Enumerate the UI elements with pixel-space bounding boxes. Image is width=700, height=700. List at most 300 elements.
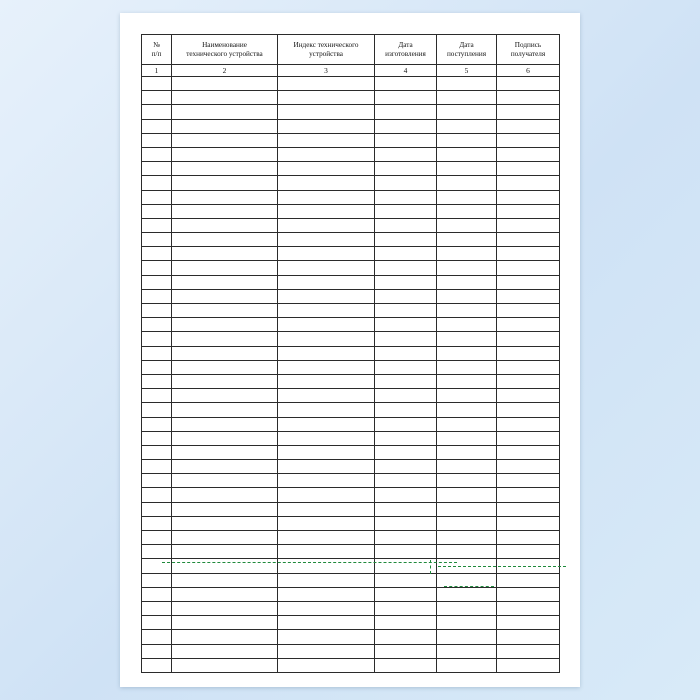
table-cell[interactable]	[278, 91, 375, 105]
table-cell[interactable]	[375, 105, 437, 119]
table-cell[interactable]	[142, 474, 172, 488]
table-row	[142, 119, 560, 133]
table-cell[interactable]	[172, 474, 278, 488]
table-cell[interactable]	[437, 147, 497, 161]
table-cell[interactable]	[278, 77, 375, 91]
table-cell[interactable]	[375, 346, 437, 360]
table-cell[interactable]	[278, 630, 375, 644]
table-cell[interactable]	[172, 431, 278, 445]
table-cell[interactable]	[142, 516, 172, 530]
table-cell[interactable]	[142, 77, 172, 91]
column-header-recipient-signature-line2: получателя	[510, 49, 546, 58]
table-cell[interactable]	[172, 488, 278, 502]
table-cell[interactable]	[172, 176, 278, 190]
table-cell[interactable]	[142, 289, 172, 303]
table-cell[interactable]	[497, 289, 560, 303]
table-cell[interactable]	[437, 105, 497, 119]
table-cell[interactable]	[278, 601, 375, 615]
table-cell[interactable]	[497, 360, 560, 374]
table-cell[interactable]	[497, 531, 560, 545]
table-cell[interactable]	[172, 587, 278, 601]
table-row	[142, 247, 560, 261]
table-column-number-row	[142, 65, 560, 77]
table-cell[interactable]	[142, 445, 172, 459]
table-cell[interactable]	[375, 119, 437, 133]
registration-table-container	[141, 34, 559, 673]
table-cell[interactable]	[497, 318, 560, 332]
table-cell[interactable]	[375, 147, 437, 161]
table-cell[interactable]	[375, 658, 437, 672]
table-cell[interactable]	[437, 531, 497, 545]
table-cell[interactable]	[172, 460, 278, 474]
column-header-manufacture-date-line2: изготовления	[385, 49, 426, 58]
table-cell[interactable]	[142, 275, 172, 289]
table-cell[interactable]	[375, 587, 437, 601]
table-cell[interactable]	[142, 318, 172, 332]
table-cell[interactable]	[278, 545, 375, 559]
table-cell[interactable]	[172, 601, 278, 615]
table-cell[interactable]	[497, 332, 560, 346]
table-row	[142, 474, 560, 488]
table-cell[interactable]	[142, 502, 172, 516]
table-row	[142, 374, 560, 388]
table-cell[interactable]	[497, 261, 560, 275]
table-cell[interactable]	[142, 119, 172, 133]
table-cell[interactable]	[497, 133, 560, 147]
table-cell[interactable]	[172, 502, 278, 516]
table-cell[interactable]	[278, 616, 375, 630]
table-row	[142, 304, 560, 318]
table-cell[interactable]	[437, 488, 497, 502]
table-cell[interactable]	[497, 573, 560, 587]
table-row	[142, 658, 560, 672]
table-cell[interactable]	[172, 573, 278, 587]
table-cell[interactable]	[172, 77, 278, 91]
table-cell[interactable]	[172, 147, 278, 161]
table-cell[interactable]	[172, 304, 278, 318]
column-number-5: 5	[437, 65, 497, 77]
table-row	[142, 233, 560, 247]
table-cell[interactable]	[142, 147, 172, 161]
table-cell[interactable]	[142, 247, 172, 261]
table-cell[interactable]	[278, 488, 375, 502]
table-cell[interactable]	[278, 502, 375, 516]
table-cell[interactable]	[497, 105, 560, 119]
table-row	[142, 162, 560, 176]
table-cell[interactable]	[437, 218, 497, 232]
table-cell[interactable]	[437, 460, 497, 474]
table-cell[interactable]	[437, 332, 497, 346]
table-row	[142, 360, 560, 374]
table-cell[interactable]	[497, 431, 560, 445]
column-header-device-index	[278, 35, 375, 65]
table-cell[interactable]	[278, 218, 375, 232]
table-cell[interactable]	[278, 389, 375, 403]
table-cell[interactable]	[437, 403, 497, 417]
table-cell[interactable]	[278, 573, 375, 587]
table-cell[interactable]	[437, 601, 497, 615]
table-cell[interactable]	[437, 587, 497, 601]
table-cell[interactable]	[497, 275, 560, 289]
table-cell[interactable]	[142, 105, 172, 119]
table-cell[interactable]	[437, 374, 497, 388]
table-row	[142, 318, 560, 332]
table-cell[interactable]	[142, 488, 172, 502]
table-cell[interactable]	[437, 389, 497, 403]
table-cell[interactable]	[497, 147, 560, 161]
table-cell[interactable]	[497, 119, 560, 133]
table-cell[interactable]	[437, 417, 497, 431]
table-cell[interactable]	[437, 133, 497, 147]
table-cell[interactable]	[142, 559, 172, 573]
table-cell[interactable]	[278, 403, 375, 417]
table-cell[interactable]	[437, 233, 497, 247]
table-cell[interactable]	[437, 573, 497, 587]
table-cell[interactable]	[278, 190, 375, 204]
table-cell[interactable]	[375, 488, 437, 502]
table-cell[interactable]	[497, 218, 560, 232]
table-cell[interactable]	[172, 389, 278, 403]
table-cell[interactable]	[497, 233, 560, 247]
document-page	[120, 13, 580, 687]
table-cell[interactable]	[278, 460, 375, 474]
table-cell[interactable]	[142, 218, 172, 232]
table-cell[interactable]	[497, 190, 560, 204]
table-cell[interactable]	[278, 474, 375, 488]
table-cell[interactable]	[437, 304, 497, 318]
table-cell[interactable]	[172, 360, 278, 374]
table-cell[interactable]	[497, 658, 560, 672]
table-cell[interactable]	[278, 417, 375, 431]
table-cell[interactable]	[497, 587, 560, 601]
table-cell[interactable]	[278, 233, 375, 247]
table-cell[interactable]	[375, 616, 437, 630]
table-cell[interactable]	[278, 162, 375, 176]
table-cell[interactable]	[375, 91, 437, 105]
table-cell[interactable]	[375, 275, 437, 289]
table-row	[142, 77, 560, 91]
table-cell[interactable]	[437, 658, 497, 672]
column-header-manufacture-date	[375, 35, 437, 65]
table-cell[interactable]	[375, 403, 437, 417]
table-cell[interactable]	[497, 204, 560, 218]
table-cell[interactable]	[278, 445, 375, 459]
table-cell[interactable]	[375, 644, 437, 658]
table-cell[interactable]	[375, 261, 437, 275]
table-cell[interactable]	[172, 275, 278, 289]
table-cell[interactable]	[172, 403, 278, 417]
table-cell[interactable]	[278, 204, 375, 218]
table-cell[interactable]	[497, 77, 560, 91]
table-cell[interactable]	[437, 77, 497, 91]
table-cell[interactable]	[497, 502, 560, 516]
table-cell[interactable]	[278, 275, 375, 289]
column-header-manufacture-date-line1: Дата	[398, 40, 413, 49]
table-cell[interactable]	[497, 516, 560, 530]
table-cell[interactable]	[437, 616, 497, 630]
table-row	[142, 630, 560, 644]
table-cell[interactable]	[278, 318, 375, 332]
table-cell[interactable]	[278, 247, 375, 261]
table-cell[interactable]	[497, 559, 560, 573]
table-cell[interactable]	[172, 119, 278, 133]
table-cell[interactable]	[172, 445, 278, 459]
table-cell[interactable]	[278, 176, 375, 190]
table-cell[interactable]	[172, 261, 278, 275]
table-cell[interactable]	[278, 658, 375, 672]
table-cell[interactable]	[142, 531, 172, 545]
table-cell[interactable]	[437, 360, 497, 374]
table-row	[142, 133, 560, 147]
table-cell[interactable]	[172, 417, 278, 431]
table-cell[interactable]	[497, 474, 560, 488]
table-cell[interactable]	[497, 445, 560, 459]
table-row	[142, 389, 560, 403]
table-cell[interactable]	[278, 531, 375, 545]
table-cell[interactable]	[375, 204, 437, 218]
table-cell[interactable]	[375, 360, 437, 374]
table-cell[interactable]	[172, 658, 278, 672]
table-cell[interactable]	[375, 133, 437, 147]
table-cell[interactable]	[375, 559, 437, 573]
table-cell[interactable]	[142, 587, 172, 601]
table-cell[interactable]	[172, 105, 278, 119]
table-cell[interactable]	[375, 545, 437, 559]
table-row	[142, 488, 560, 502]
table-cell[interactable]	[375, 417, 437, 431]
table-cell[interactable]	[142, 403, 172, 417]
table-cell[interactable]	[142, 616, 172, 630]
table-cell[interactable]	[142, 133, 172, 147]
table-cell[interactable]	[278, 289, 375, 303]
table-cell[interactable]	[437, 190, 497, 204]
table-cell[interactable]	[142, 190, 172, 204]
table-row	[142, 403, 560, 417]
table-cell[interactable]	[142, 346, 172, 360]
table-cell[interactable]	[142, 162, 172, 176]
table-cell[interactable]	[278, 587, 375, 601]
table-cell[interactable]	[142, 601, 172, 615]
table-cell[interactable]	[278, 105, 375, 119]
table-cell[interactable]	[497, 304, 560, 318]
table-cell[interactable]	[375, 77, 437, 91]
table-cell[interactable]	[172, 233, 278, 247]
table-cell[interactable]	[375, 474, 437, 488]
table-cell[interactable]	[172, 218, 278, 232]
table-cell[interactable]	[142, 233, 172, 247]
table-cell[interactable]	[437, 502, 497, 516]
table-cell[interactable]	[375, 502, 437, 516]
column-header-device-name-line2: технического устройства	[186, 49, 263, 58]
table-cell[interactable]	[142, 389, 172, 403]
table-cell[interactable]	[278, 374, 375, 388]
table-row	[142, 176, 560, 190]
table-cell[interactable]	[142, 644, 172, 658]
table-cell[interactable]	[437, 559, 497, 573]
table-cell[interactable]	[497, 545, 560, 559]
table-cell[interactable]	[437, 261, 497, 275]
column-header-receipt-date	[437, 35, 497, 65]
table-cell[interactable]	[142, 658, 172, 672]
table-cell[interactable]	[142, 91, 172, 105]
table-cell[interactable]	[375, 531, 437, 545]
table-cell[interactable]	[172, 559, 278, 573]
table-row	[142, 204, 560, 218]
table-cell[interactable]	[437, 545, 497, 559]
table-cell[interactable]	[142, 573, 172, 587]
table-row	[142, 431, 560, 445]
table-cell[interactable]	[278, 133, 375, 147]
table-cell[interactable]	[142, 545, 172, 559]
table-cell[interactable]	[437, 204, 497, 218]
table-cell[interactable]	[375, 573, 437, 587]
table-cell[interactable]	[375, 289, 437, 303]
column-header-number-line1: №	[153, 40, 160, 49]
table-cell[interactable]	[172, 133, 278, 147]
table-row	[142, 587, 560, 601]
table-cell[interactable]	[278, 360, 375, 374]
table-cell[interactable]	[497, 488, 560, 502]
table-cell[interactable]	[142, 332, 172, 346]
table-row	[142, 417, 560, 431]
table-cell[interactable]	[497, 644, 560, 658]
table-row	[142, 218, 560, 232]
table-cell[interactable]	[437, 247, 497, 261]
table-cell[interactable]	[278, 516, 375, 530]
table-row	[142, 261, 560, 275]
registration-table	[141, 34, 560, 673]
table-cell[interactable]	[172, 630, 278, 644]
table-cell[interactable]	[437, 431, 497, 445]
table-cell[interactable]	[437, 516, 497, 530]
table-cell[interactable]	[497, 460, 560, 474]
table-cell[interactable]	[437, 119, 497, 133]
table-cell[interactable]	[278, 644, 375, 658]
table-cell[interactable]	[142, 460, 172, 474]
table-cell[interactable]	[278, 119, 375, 133]
table-cell[interactable]	[437, 162, 497, 176]
table-cell[interactable]	[375, 601, 437, 615]
table-cell[interactable]	[437, 275, 497, 289]
table-cell[interactable]	[375, 445, 437, 459]
table-row	[142, 644, 560, 658]
table-cell[interactable]	[437, 176, 497, 190]
table-cell[interactable]	[437, 346, 497, 360]
table-cell[interactable]	[172, 247, 278, 261]
table-cell[interactable]	[497, 162, 560, 176]
table-cell[interactable]	[497, 176, 560, 190]
table-cell[interactable]	[497, 374, 560, 388]
table-cell[interactable]	[375, 190, 437, 204]
table-cell[interactable]	[142, 261, 172, 275]
table-cell[interactable]	[375, 233, 437, 247]
table-row	[142, 332, 560, 346]
column-header-number-line2: п/п	[151, 49, 162, 58]
column-number-2: 2	[172, 65, 278, 77]
table-cell[interactable]	[437, 474, 497, 488]
table-cell[interactable]	[375, 176, 437, 190]
table-cell[interactable]	[497, 601, 560, 615]
column-number-3: 3	[278, 65, 375, 77]
table-cell[interactable]	[172, 545, 278, 559]
table-cell[interactable]	[142, 630, 172, 644]
table-row	[142, 616, 560, 630]
table-body	[142, 77, 560, 673]
table-row	[142, 289, 560, 303]
table-cell[interactable]	[278, 261, 375, 275]
table-cell[interactable]	[172, 190, 278, 204]
table-cell[interactable]	[142, 176, 172, 190]
table-cell[interactable]	[172, 204, 278, 218]
table-cell[interactable]	[497, 630, 560, 644]
table-cell[interactable]	[278, 332, 375, 346]
table-cell[interactable]	[437, 91, 497, 105]
table-cell[interactable]	[375, 516, 437, 530]
table-row	[142, 190, 560, 204]
table-cell[interactable]	[142, 360, 172, 374]
table-cell[interactable]	[437, 630, 497, 644]
table-cell[interactable]	[142, 204, 172, 218]
table-cell[interactable]	[437, 644, 497, 658]
table-cell[interactable]	[278, 147, 375, 161]
table-cell[interactable]	[375, 247, 437, 261]
table-cell[interactable]	[172, 516, 278, 530]
table-cell[interactable]	[497, 91, 560, 105]
table-cell[interactable]	[375, 332, 437, 346]
table-cell[interactable]	[278, 346, 375, 360]
table-cell[interactable]	[172, 616, 278, 630]
table-cell[interactable]	[142, 417, 172, 431]
table-cell[interactable]	[278, 304, 375, 318]
table-cell[interactable]	[142, 431, 172, 445]
table-cell[interactable]	[497, 247, 560, 261]
table-cell[interactable]	[437, 318, 497, 332]
table-cell[interactable]	[497, 616, 560, 630]
table-cell[interactable]	[375, 318, 437, 332]
table-cell[interactable]	[375, 218, 437, 232]
table-cell[interactable]	[142, 374, 172, 388]
table-cell[interactable]	[172, 374, 278, 388]
table-cell[interactable]	[278, 431, 375, 445]
table-cell[interactable]	[172, 162, 278, 176]
table-cell[interactable]	[375, 389, 437, 403]
table-row	[142, 445, 560, 459]
table-cell[interactable]	[497, 417, 560, 431]
column-header-device-name-line1: Наименование	[202, 40, 247, 49]
table-cell[interactable]	[497, 403, 560, 417]
table-cell[interactable]	[172, 346, 278, 360]
table-cell[interactable]	[142, 304, 172, 318]
table-cell[interactable]	[172, 289, 278, 303]
table-cell[interactable]	[375, 304, 437, 318]
table-cell[interactable]	[375, 460, 437, 474]
table-cell[interactable]	[497, 389, 560, 403]
table-cell[interactable]	[375, 630, 437, 644]
table-cell[interactable]	[437, 289, 497, 303]
table-cell[interactable]	[172, 318, 278, 332]
table-cell[interactable]	[437, 445, 497, 459]
table-cell[interactable]	[172, 644, 278, 658]
column-header-recipient-signature-line1: Подпись	[514, 40, 542, 49]
table-cell[interactable]	[172, 91, 278, 105]
table-cell[interactable]	[278, 559, 375, 573]
table-cell[interactable]	[497, 346, 560, 360]
table-cell[interactable]	[375, 162, 437, 176]
table-cell[interactable]	[172, 332, 278, 346]
table-cell[interactable]	[172, 531, 278, 545]
table-cell[interactable]	[375, 431, 437, 445]
table-cell[interactable]	[375, 374, 437, 388]
